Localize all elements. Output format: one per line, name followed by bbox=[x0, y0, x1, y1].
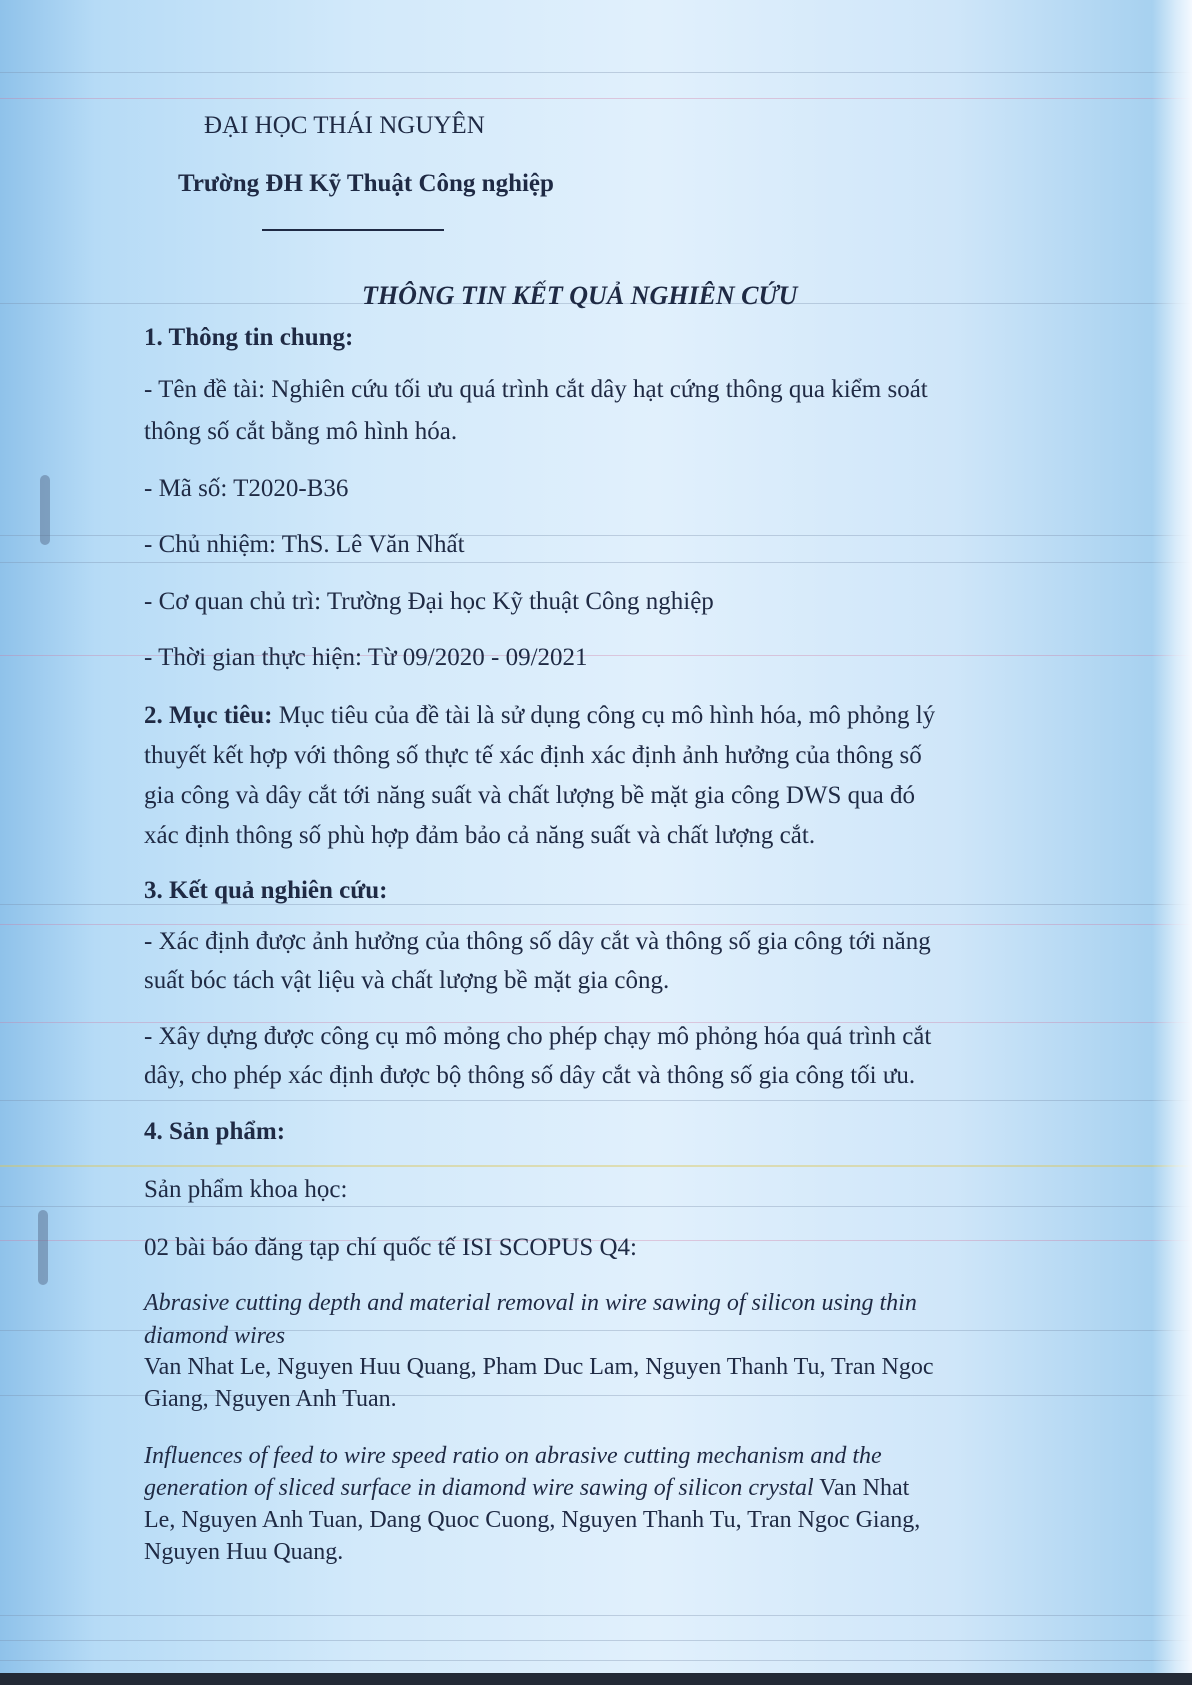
objective-line: xác định thông số phù hợp đảm bảo cả năng suất và chất lượng cắt. bbox=[144, 822, 816, 849]
section-heading: 1. Thông tin chung: bbox=[144, 324, 354, 351]
publication-title: Abrasive cutting depth and material removal in wire sawing of silicon using thin bbox=[144, 1290, 917, 1316]
objective-text: Mục tiêu của đề tài là sử dụng công cụ mô hình hóa, mô phỏng lý bbox=[272, 702, 936, 729]
objective-line: gia công và dây cắt tới năng suất và chất lượng bề mặt gia công DWS qua đó bbox=[144, 782, 916, 809]
document-title: THÔNG TIN KẾT QUẢ NGHIÊN CỨU bbox=[362, 281, 798, 310]
section-heading: 4. Sản phẩm: bbox=[144, 1118, 286, 1145]
publication-authors: Van Nhat Le, Nguyen Huu Quang, Pham Duc Lam, Nguyen Thanh Tu, Tran Ngoc bbox=[144, 1354, 934, 1380]
scan-rule bbox=[0, 98, 1192, 99]
scan-rule bbox=[0, 1615, 1192, 1616]
scan-rule bbox=[0, 1165, 1192, 1167]
publication-authors: Nguyen Huu Quang. bbox=[144, 1539, 344, 1565]
publication-title: diamond wires bbox=[144, 1323, 286, 1349]
objective-line: thuyết kết hợp với thông số thực tế xác định xác định ảnh hưởng của thông số bbox=[144, 742, 922, 769]
result-line: dây, cho phép xác định được bộ thông số dây cắt và thông số gia công tối ưu. bbox=[144, 1062, 916, 1089]
punch-hole-mark bbox=[38, 1210, 48, 1285]
punch-hole-mark bbox=[40, 475, 50, 545]
project-duration: - Thời gian thực hiện: Từ 09/2020 - 09/2021 bbox=[144, 644, 588, 671]
publications-intro: 02 bài báo đăng tạp chí quốc tế ISI SCOPUS Q4: bbox=[144, 1234, 638, 1261]
scan-bottom-bar bbox=[0, 1673, 1192, 1685]
scan-rule bbox=[0, 1100, 1192, 1101]
result-line: - Xây dựng được công cụ mô mỏng cho phép chạy mô phỏng hóa quá trình cắt bbox=[144, 1023, 932, 1050]
host-institution: - Cơ quan chủ trì: Trường Đại học Kỹ thuật Công nghiệp bbox=[144, 588, 714, 615]
scan-rule bbox=[0, 1640, 1192, 1641]
section-heading: 3. Kết quả nghiên cứu: bbox=[144, 877, 388, 904]
topic-name-line: - Tên đề tài: Nghiên cứu tối ưu quá trình cắt dây hạt cứng thông qua kiểm soát bbox=[144, 376, 928, 403]
objective-line bbox=[144, 698, 935, 734]
scan-rule bbox=[0, 1660, 1192, 1661]
scan-rule bbox=[0, 72, 1192, 73]
result-line: - Xác định được ảnh hưởng của thông số dây cắt và thông số gia công tới năng bbox=[144, 928, 931, 955]
publication-authors: Le, Nguyen Anh Tuan, Dang Quoc Cuong, Nguyen Thanh Tu, Tran Ngoc Giang, bbox=[144, 1507, 921, 1533]
topic-name-line: thông số cắt bằng mô hình hóa. bbox=[144, 418, 458, 445]
project-code: - Mã số: T2020-B36 bbox=[144, 475, 349, 502]
school-name: Trường ĐH Kỹ Thuật Công nghiệp bbox=[178, 170, 554, 197]
section-heading: 2. Mục tiêu: bbox=[144, 702, 273, 729]
publication-title: Influences of feed to wire speed ratio on abrasive cutting mechanism and the bbox=[144, 1443, 882, 1469]
project-leader: - Chủ nhiệm: ThS. Lê Văn Nhất bbox=[144, 531, 465, 558]
publication-title: generation of sliced surface in diamond wire sawing of silicon crystal bbox=[144, 1475, 814, 1501]
page-edge-strip bbox=[1152, 0, 1192, 1685]
result-line: suất bóc tách vật liệu và chất lượng bề mặt gia công. bbox=[144, 967, 670, 994]
header-divider bbox=[262, 229, 444, 231]
publication-authors: Giang, Nguyen Anh Tuan. bbox=[144, 1386, 397, 1412]
university-name: ĐẠI HỌC THÁI NGUYÊN bbox=[204, 112, 485, 139]
publication-title-line bbox=[144, 1472, 909, 1505]
products-subheading: Sản phẩm khoa học: bbox=[144, 1176, 348, 1203]
publication-authors: Van Nhat bbox=[813, 1475, 910, 1501]
